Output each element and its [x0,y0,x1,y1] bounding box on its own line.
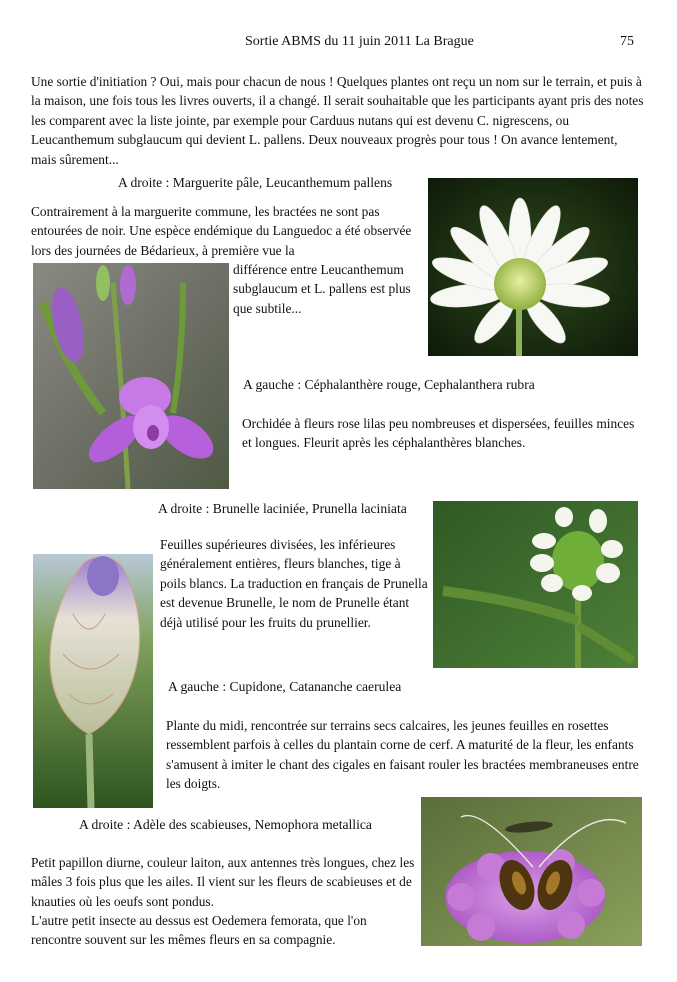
brunelle-photo [433,501,638,668]
marguerite-caption: A droite : Marguerite pâle, Leucanthemum pallens [118,175,393,190]
cupidone-caption: A gauche : Cupidone, Catananche caerulea [168,679,402,694]
cephalanthere-text: Orchidée à fleurs rose lilas peu nombreuses et dispersées, feuilles minces et longues. Fleurit après les céphalanthères blanches. [242,416,635,451]
cupidone-text: Plante du midi, rencontrée sur terrains secs calcaires, les jeunes feuilles en rosettes ressemblent parfois à celles du plantain corne de cerf. A maturité de la fleur, les enfants s'amusent à imiter le chant des cigales en faisant rouler les bractées membraneuses entre les doigts. [166,718,639,792]
page-number: 75 [620,34,634,49]
brunelle-caption: A droite : Brunelle laciniée, Prunella laciniata [158,501,407,516]
adele-caption: A droite : Adèle des scabieuses, Nemophora metallica [79,817,372,832]
cupidone-photo [33,554,153,808]
adele-photo [421,797,642,946]
adele-text-a: Petit papillon diurne, couleur laiton, aux antennes très longues, chez les mâles 3 fois plus que les ailes. Il vient sur les fleurs de scabieuses et de knauties où les oeufs sont pondus. [31,855,415,909]
brunelle-text: Feuilles supérieures divisées, les inférieures généralement entières, fleurs blanches, tige à poils blancs. La traduction en français de Prunella est devenue Brunelle, le nom de Prunelle étant déjà utilisé pour les fruits du prunellier. [160,537,428,630]
intro-paragraph: Une sortie d'initiation ? Oui, mais pour chacun de nous ! Quelques plantes ont reçu un nom sur le terrain, et puis à la maison, une fois tous les livres ouverts, il a changé. Il serait souhaitable que les participants ayant pris des notes les comparent avec la liste jointe, par exemple pour Carduus nutans qui est devenu C. nigrescens, ou Leucanthemum subglaucum qui devient L. pallens. Deux nouveaux progrès pour tous ! On avance lentement, mais sûrement... [31,74,644,167]
adele-text-b: L'autre petit insecte au dessus est Oedemera femorata, que l'on rencontre souvent sur les mêmes fleurs en sa compagnie. [31,913,367,948]
page-title: Sortie ABMS du 11 juin 2011 La Brague [245,34,474,49]
marguerite-photo [428,178,638,356]
cephalanthere-photo [33,263,229,489]
cephalanthere-caption: A gauche : Céphalanthère rouge, Cephalanthera rubra [243,377,535,392]
marguerite-text-a: Contrairement à la marguerite commune, les bractées ne sont pas entourées de noir. Une espèce endémique du Languedoc a été observée lors des journées de Bédarieux, à première vue la [31,204,412,258]
marguerite-text-b: différence entre Leucanthemum subglaucum et L. pallens est plus que subtile... [233,262,411,316]
